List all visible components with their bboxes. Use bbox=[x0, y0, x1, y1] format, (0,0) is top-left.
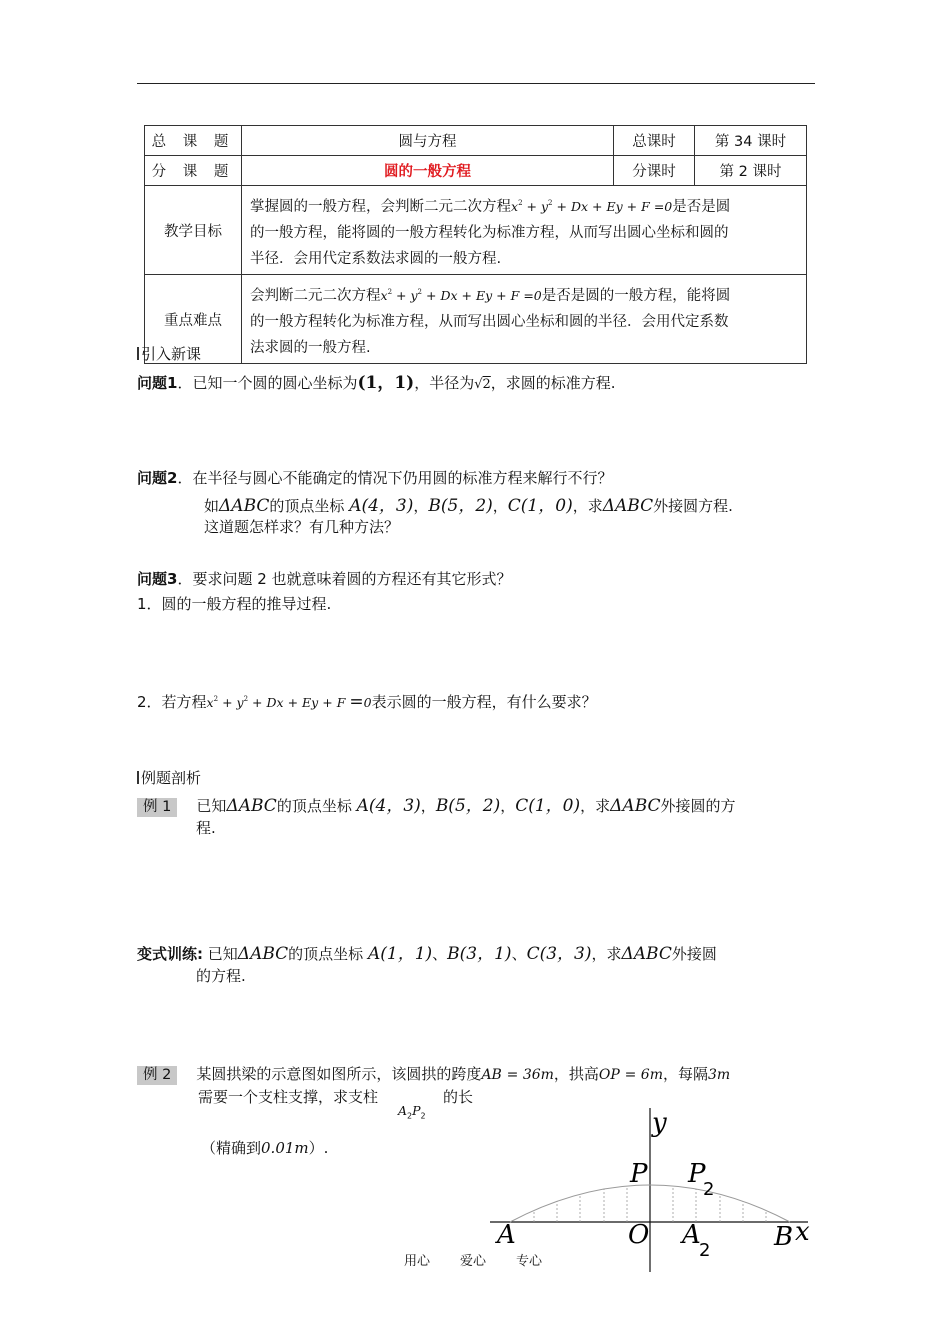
point-p2-label: P bbox=[688, 1159, 706, 1189]
teaching-goal-text: 掌握圆的一般方程，会判断二元二次方程$x^2 + y^2 + Dx + Ey + F =0$是否是圆 的一般方程，能将圆的一般方程转化为标准方程，从而写出圆心坐标和圆的 半径．会用代定系数法求圆的一般方程. bbox=[242, 186, 807, 275]
section-heading-intro: 引入新课 bbox=[137, 343, 201, 364]
point-a2-subscript: 2 bbox=[699, 1240, 711, 1261]
example-2: 例 2 某圆拱梁的示意图如图所示，该圆拱的跨度AB = 36m，拱高OP = 6m，每隔3m bbox=[137, 1063, 730, 1085]
example-2-cont: 需要一个支柱支撑，求支柱 bbox=[198, 1088, 379, 1106]
question-1: 问题1．已知一个圆的圆心坐标为(1，1)，半径为√2，求圆的标准方程. bbox=[137, 373, 616, 393]
y-axis-label: y bbox=[652, 1108, 667, 1138]
example-2-precision: （精确到0.01m）. bbox=[201, 1139, 329, 1157]
point-p-label: P bbox=[630, 1159, 648, 1189]
item-1: 1．圆的一般方程的推导过程. bbox=[137, 595, 332, 613]
x-axis-label: x bbox=[795, 1217, 810, 1247]
example-1-cont: 程. bbox=[196, 819, 216, 837]
item-2: 2．若方程$x^2 + y^2 + Dx + Ey + F =0$表示圆的一般方程，有什么要求？ bbox=[137, 692, 597, 712]
example-1: 例 1 已知ΔABC的顶点坐标 A(4，3)，B(5，2)，C(1，0)，求ΔABC外接圆的方 bbox=[137, 791, 736, 817]
equation: $x^2 + y^2 + Dx + Ey + F =0$ bbox=[511, 199, 673, 214]
origin-label: O bbox=[628, 1220, 650, 1250]
question-2-followup: 这道题怎样求？有几种方法？ bbox=[204, 518, 400, 536]
sub-topic-label: 分 课 题 bbox=[145, 156, 242, 186]
teaching-goal-label: 教学目标 bbox=[145, 186, 242, 275]
key-points-text: 会判断二元二次方程$x^2 + y^2 + Dx + Ey + F =0$是否是圆的一般方程，能将圆 的一般方程转化为标准方程，从而写出圆心坐标和圆的半径．会用代定系数 法求圆的一般方程. bbox=[242, 275, 807, 364]
total-hours-value: 第 34 课时 bbox=[695, 126, 807, 156]
total-hours-label: 总课时 bbox=[614, 126, 695, 156]
course-topic-label: 总 课 题 bbox=[145, 126, 242, 156]
question-3: 问题3．要求问题 2 也就意味着圆的方程还有其它形式？ bbox=[137, 570, 512, 588]
point-p2-subscript: 2 bbox=[703, 1179, 715, 1200]
question-2: 问题2．在半径与圆心不能确定的情况下仍用圆的标准方程来解行不行？ bbox=[137, 469, 613, 487]
example-2-badge: 例 2 bbox=[137, 1066, 177, 1085]
variant-exercise-cont: 的方程. bbox=[196, 967, 246, 985]
variant-exercise: 变式训练: 已知ΔABC的顶点坐标 A(1，1)、B(3，1)、C(3，3)，求ΔABC外接圆 bbox=[137, 944, 717, 964]
page-footer: 用心 爱心 专心 bbox=[404, 1254, 543, 1269]
question-2-example: 如ΔABC的顶点坐标 A(4，3)，B(5，2)，C(1，0)，求ΔABC外接圆方程. bbox=[204, 496, 733, 516]
sub-hours-value: 第 2 课时 bbox=[695, 156, 807, 186]
equation: $x^2 + y^2 + Dx + Ey + F =0$ bbox=[380, 288, 542, 303]
equation: $x^2 + y^2 + Dx + Ey + F =0$ bbox=[206, 692, 372, 712]
sub-hours-label: 分课时 bbox=[614, 156, 695, 186]
section-heading-examples: 例题剖析 bbox=[137, 767, 201, 788]
course-topic-value: 圆与方程 bbox=[242, 126, 614, 156]
sub-topic-title: 圆的一般方程 bbox=[242, 156, 614, 186]
pillar-label: $A_2P_2$ bbox=[398, 1103, 426, 1121]
point-b-label: B bbox=[774, 1222, 794, 1252]
point-a2-label: A bbox=[682, 1220, 701, 1250]
point-a-label: A bbox=[497, 1220, 516, 1250]
key-points-label: 重点难点 bbox=[145, 275, 242, 364]
example-1-badge: 例 1 bbox=[137, 798, 177, 817]
example-2-cont-b: 的长 bbox=[443, 1088, 474, 1106]
